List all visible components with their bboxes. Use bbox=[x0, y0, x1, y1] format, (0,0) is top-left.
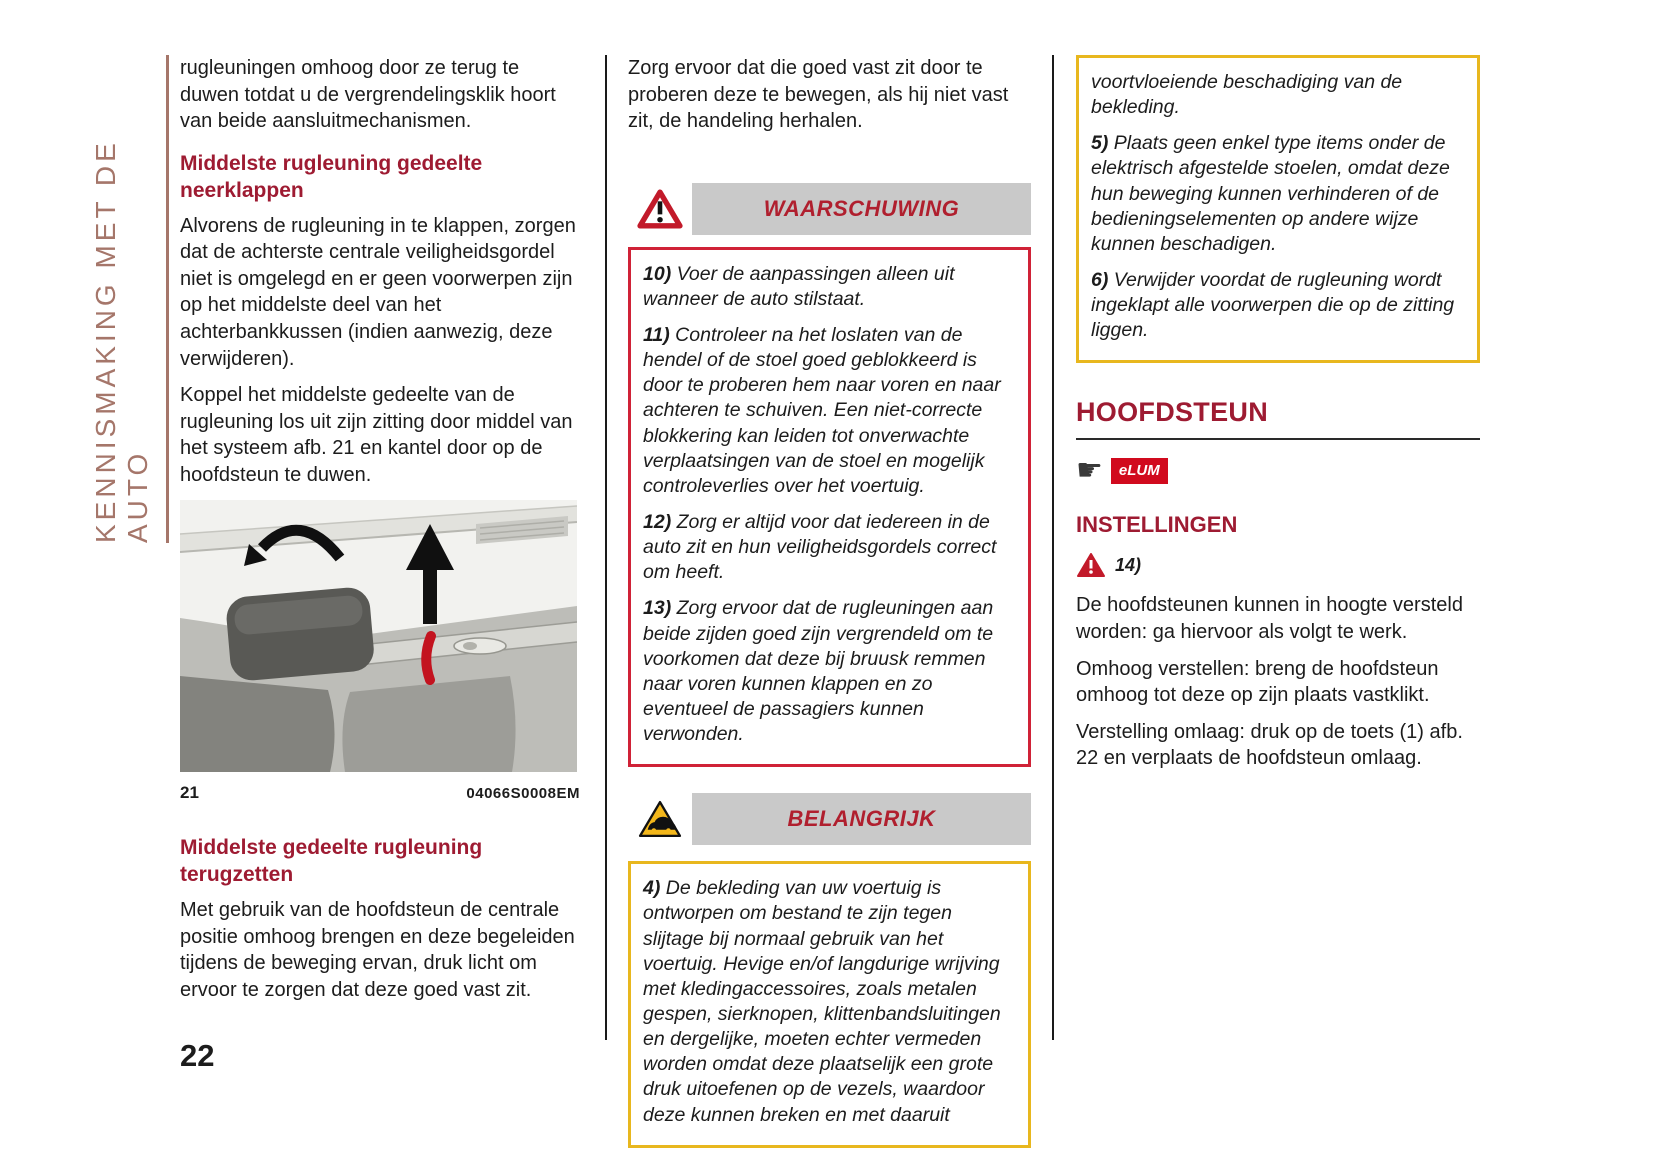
item-text: Zorg er altijd voor dat iedereen in de auto zit en hun veiligheidsgordels correct om heeft. bbox=[643, 511, 997, 584]
paragraph: Met gebruik van de hoofdsteun de centrale positie omhoog brengen en deze begeleiden tijdens de beweging ervan, druk licht om ervoor te zorgen dat deze goed vast zit. bbox=[180, 899, 575, 1001]
chapter-sidebar bbox=[90, 55, 169, 543]
small-warning-triangle-icon bbox=[1076, 552, 1106, 578]
item-number: 6) bbox=[1091, 268, 1109, 291]
column-left bbox=[180, 55, 580, 1014]
paragraph-intro: Zorg ervoor dat die goed vast zit door te proberen deze te bewegen, als hij niet vast zit, de handeling herhalen. bbox=[628, 57, 1009, 133]
item-number: 5) bbox=[1091, 132, 1109, 155]
pointing-hand-icon: ☛ bbox=[1076, 453, 1103, 489]
figure-21 bbox=[180, 500, 580, 803]
important-box-continued bbox=[1076, 55, 1480, 363]
column-right bbox=[1076, 55, 1480, 782]
figure-caption bbox=[180, 783, 580, 803]
important-title: BELANGRIJK bbox=[787, 806, 936, 832]
item-text: voortvloeiende beschadiging van de bekleding. bbox=[1091, 71, 1403, 119]
important-item bbox=[1091, 268, 1465, 343]
figure-number: 21 bbox=[180, 783, 199, 803]
paragraph: Koppel het middelste gedeelte van de rugleuning los uit zijn zitting door middel van het systeem afb. 21 en kantel door op de hoofdsteun te duwen. bbox=[180, 384, 573, 486]
item-text: Voer de aanpassingen alleen uit wanneer de auto stilstaat. bbox=[643, 262, 955, 310]
paragraph: Alvorens de rugleuning in te klappen, zorgen dat de achterste centrale veiligheidsgordel niet is omgelegd en er geen voorwerpen zijn op het middelste deel van het achterbankkussen (indien aanwezig, deze verwijderen). bbox=[180, 214, 576, 370]
item-text: Verwijder voordat de rugleuning wordt ingeklapt alle voorwerpen die op de zitting liggen. bbox=[1091, 268, 1455, 342]
column-divider bbox=[1052, 55, 1054, 1040]
warning-triangle-icon bbox=[628, 183, 692, 235]
important-box bbox=[628, 861, 1031, 1147]
item-number: 13) bbox=[643, 597, 672, 620]
figure-code: 04066S0008EM bbox=[466, 785, 580, 803]
paragraph: De hoofdsteunen kunnen in hoogte versteld worden: ga hiervoor als volgt te werk. bbox=[1076, 594, 1463, 643]
paragraph: Omhoog verstellen: breng de hoofdsteun omhoog tot deze op zijn plaats vastklikt. bbox=[1076, 657, 1439, 707]
item-number: 4) bbox=[643, 877, 661, 900]
item-number: 12) bbox=[643, 511, 672, 534]
important-triangle-icon bbox=[628, 793, 692, 845]
important-item bbox=[1091, 70, 1465, 120]
warning-header bbox=[628, 183, 1031, 235]
warning-box bbox=[628, 247, 1031, 768]
subsection-title-instellingen: INSTELLINGEN bbox=[1076, 512, 1238, 538]
page-number: 22 bbox=[180, 1038, 215, 1073]
section-heading-restore: Middelste gedeelte rugleuning terugzetten bbox=[180, 836, 483, 887]
elum-badge: eLUM bbox=[1111, 458, 1168, 484]
warning-item bbox=[643, 262, 1016, 312]
headrest bbox=[225, 586, 376, 682]
column-divider bbox=[605, 55, 607, 1040]
heading-rule bbox=[1076, 438, 1480, 440]
warning-item bbox=[643, 323, 1016, 499]
item-text: Zorg ervoor dat de rugleuningen aan beide zijden goed zijn vergrendeld om te voorkomen dat deze bij bruusk remmen naar voren kunnen klappen en zo eventueel de passagiers kunnen verwonden. bbox=[643, 597, 994, 746]
item-text: Controleer na het loslaten van de hendel of de stoel goed geblokkeerd is door te proberen hem naar voren en naar achteren te schuiven. Een niet-correcte blokkering kan leiden tot onverwachte verplaatsingen van de stoel en mogelijk controleverlies over het voertuig. bbox=[643, 324, 1001, 497]
section-heading-fold: Middelste rugleuning gedeelte neerklappen bbox=[180, 151, 483, 202]
warning-title: WAARSCHUWING bbox=[763, 195, 960, 221]
seat-illustration bbox=[180, 500, 577, 772]
chapter-title: KENNISMAKING MET DE AUTO bbox=[90, 139, 153, 543]
paragraph: Verstelling omlaag: druk op de toets (1) afb. 22 en verplaats de hoofdsteun omlaag. bbox=[1076, 720, 1463, 770]
warning-reference-number: 14) bbox=[1115, 554, 1142, 575]
item-number: 11) bbox=[643, 324, 670, 347]
warning-item bbox=[643, 510, 1016, 585]
warning-reference bbox=[1076, 552, 1480, 578]
paragraph-intro: rugleuningen omhoog door ze terug te duwen totdat u de vergrendelingsklik hoort van beide aansluitmechanismen. bbox=[180, 57, 556, 133]
column-middle bbox=[628, 55, 1031, 1148]
important-item bbox=[1091, 131, 1465, 257]
item-number: 10) bbox=[643, 262, 672, 285]
section-title-hoofdsteun: HOOFDSTEUN bbox=[1076, 397, 1268, 428]
sidebar-rule bbox=[166, 55, 169, 543]
elum-reference bbox=[1076, 453, 1480, 489]
release-strap bbox=[426, 636, 431, 680]
important-header bbox=[628, 793, 1031, 845]
item-text: De bekleding van uw voertuig is ontworpen om bestand te zijn tegen slijtage bij normaal gebruik van het voertuig. Hevige en/of langdurige wrijving met kledingaccessoires, zoals metalen gespen, sierknopen, klittenbandsluitingen en dergelijke, moeten echter vermeden worden omdat deze plaatselijk een grote druk uitoefenen op de vezels, waardoor deze kunnen breken en met daaruit bbox=[643, 877, 1001, 1126]
important-item bbox=[643, 876, 1016, 1127]
warning-item bbox=[643, 596, 1016, 747]
item-text: Plaats geen enkel type items onder de elektrisch afgestelde stoelen, omdat deze hun beweging kunnen verhinderen of de bedieningselementen op andere wijze kunnen beschadigen. bbox=[1091, 132, 1450, 255]
